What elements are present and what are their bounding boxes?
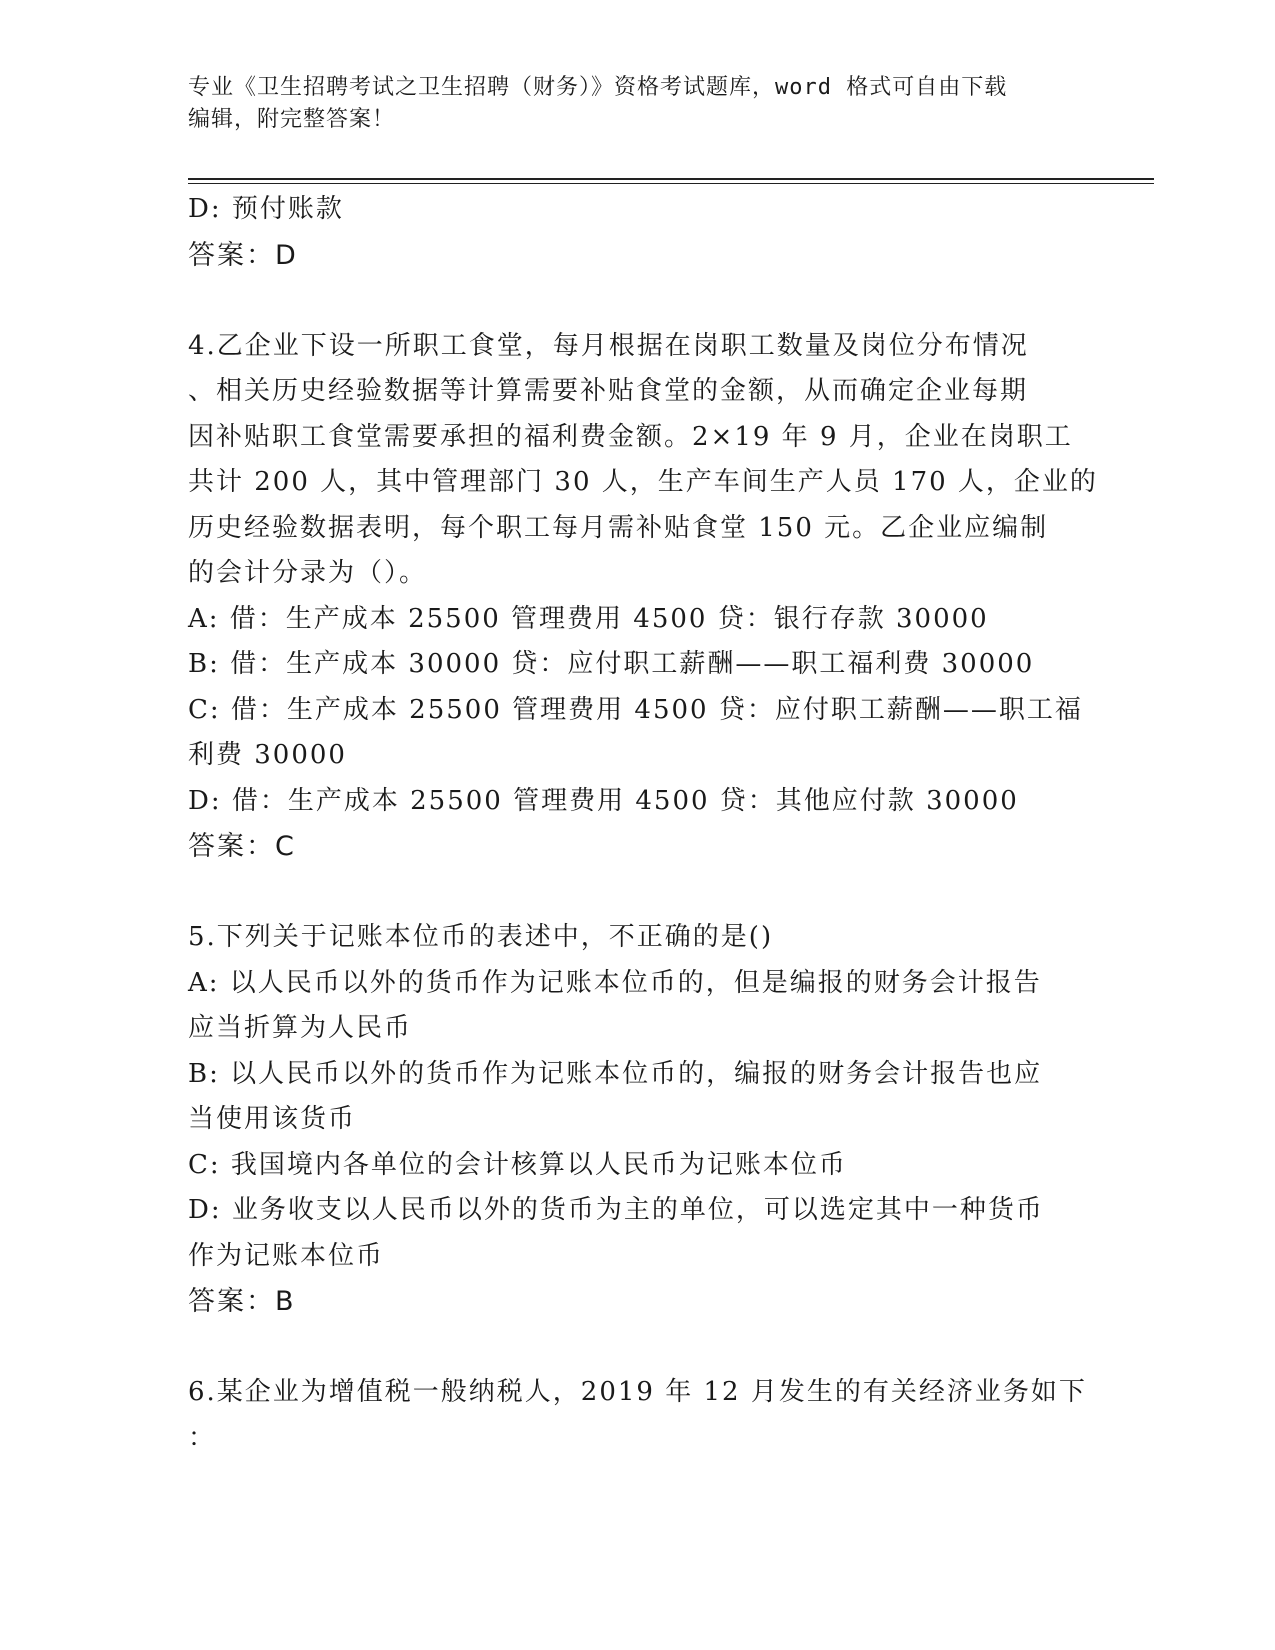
question-stem: 5.下列关于记账本位币的表述中，不正确的是() (188, 922, 774, 952)
question-stem: 共计 200 人，其中管理部门 30 人，生产车间生产人员 170 人，企业的 (188, 467, 1098, 497)
question-3-tail (188, 187, 1088, 278)
document-header (188, 72, 1088, 136)
header-line: 编辑，附完整答案！ (188, 107, 396, 132)
spacer (188, 278, 1088, 324)
header-divider (188, 183, 1154, 184)
question-stem: 、相关历史经验数据等计算需要补贴食堂的金额，从而确定企业每期 (188, 376, 1029, 406)
question-stem: ： (188, 1422, 217, 1453)
answer: 答案：C (188, 831, 296, 862)
option-a: 应当折算为人民币 (188, 1013, 413, 1043)
option-c: 利费 30000 (188, 740, 347, 770)
option-d: D: 业务收支以人民币以外的货币为主的单位，可以选定其中一种货币 (188, 1195, 1044, 1225)
option-a: A: 以人民币以外的货币作为记账本位币的，但是编报的财务会计报告 (188, 967, 1042, 998)
header-line: 专业《卫生招聘考试之卫生招聘（财务）》资格考试题库，word 格式可自由下载 (188, 75, 1008, 100)
option-c: C: 借：生产成本 25500 管理费用 4500 贷：应付职工薪酬——职工福 (188, 694, 1083, 725)
document-body (188, 187, 1098, 1461)
option-b: B: 借：生产成本 30000 贷：应付职工薪酬——职工福利费 30000 (188, 649, 1035, 679)
option-a: A: 借：生产成本 25500 管理费用 4500 贷：银行存款 30000 (188, 603, 989, 634)
question-stem: 因补贴职工食堂需要承担的福利费金额。2×19 年 9 月，企业在岗职工 (188, 421, 1073, 452)
question-5 (188, 915, 1088, 1325)
option-d: D: 预付账款 (188, 194, 344, 224)
spacer (188, 1325, 1088, 1371)
question-stem: 6.某企业为增值税一般纳税人，2019 年 12 月发生的有关经济业务如下 (188, 1377, 1087, 1407)
question-stem: 的会计分录为（）。 (188, 558, 428, 588)
header-divider (188, 178, 1154, 180)
answer: 答案：D (188, 239, 298, 271)
answer: 答案：B (188, 1286, 296, 1317)
option-c: C: 我国境内各单位的会计核算以人民币为记账本位币 (188, 1149, 847, 1180)
option-b: B: 以人民币以外的货币作为记账本位币的，编报的财务会计报告也应 (188, 1058, 1043, 1089)
question-stem: 历史经验数据表明，每个职工每月需补贴食堂 150 元。乙企业应编制 (188, 512, 1049, 543)
option-b: 当使用该货币 (188, 1104, 357, 1134)
question-stem: 4.乙企业下设一所职工食堂，每月根据在岗职工数量及岗位分布情况 (188, 330, 1029, 361)
question-6 (188, 1370, 1088, 1461)
spacer (188, 870, 1088, 916)
option-d: 作为记账本位币 (188, 1240, 385, 1271)
question-4 (188, 324, 1098, 870)
option-d: D: 借：生产成本 25500 管理费用 4500 贷：其他应付款 30000 (188, 785, 1019, 816)
